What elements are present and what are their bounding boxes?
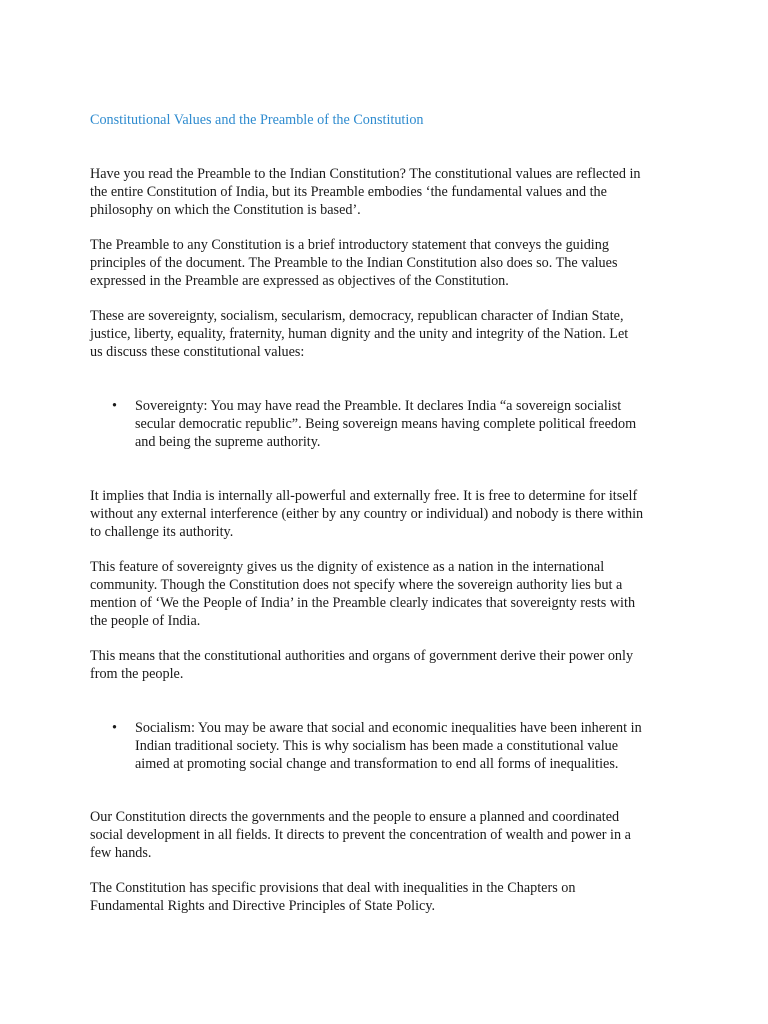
paragraph-line: Have you read the Preamble to the Indian Constitution? The constitutional values are reflected in: [90, 166, 641, 182]
bullet-line: Socialism: You may be aware that social and economic inequalities have been inherent in: [135, 720, 642, 736]
paragraph-specific-provisions: [90, 879, 690, 915]
paragraph-line: community. Though the Constitution does not specify where the sovereign authority lies but a: [90, 577, 623, 593]
bullet-text: [135, 719, 695, 773]
paragraph-line: justice, liberty, equality, fraternity, human dignity and the unity and integrity of the Nation. Let: [90, 326, 629, 342]
paragraph-line: It implies that India is internally all-powerful and externally free. It is free to determine for itself: [90, 488, 638, 504]
paragraph-preamble-definition: [90, 236, 690, 290]
paragraph-line: mention of ‘We the People of India’ in the Preamble clearly indicates that sovereignty rests with: [90, 595, 636, 611]
bullet-line: and being the supreme authority.: [135, 434, 321, 450]
bullet-line: Sovereignty: You may have read the Preamble. It declares India “a sovereign socialist: [135, 398, 622, 414]
paragraph-values-list: [90, 307, 690, 361]
paragraph-line: us discuss these constitutional values:: [90, 344, 305, 360]
paragraph-line: the people of India.: [90, 613, 201, 629]
paragraph-line: These are sovereignty, socialism, secularism, democracy, republican character of Indian State,: [90, 308, 624, 324]
paragraph-sovereignty-meaning: [90, 487, 690, 541]
paragraph-line: This means that the constitutional authorities and organs of government derive their power only: [90, 648, 634, 664]
bullet-marker: •: [112, 398, 117, 414]
paragraph-preamble-intro: [90, 165, 690, 219]
bullet-line: secular democratic republic”. Being sovereign means having complete political freedom: [135, 416, 637, 432]
paragraph-line: from the people.: [90, 666, 184, 682]
bullet-line: Indian traditional society. This is why socialism has been made a constitutional value: [135, 738, 619, 754]
paragraph-line: to challenge its authority.: [90, 524, 234, 540]
paragraph-line: Our Constitution directs the governments and the people to ensure a planned and coordinated: [90, 809, 620, 825]
paragraph-line: social development in all fields. It directs to prevent the concentration of wealth and power in a: [90, 827, 631, 843]
paragraph-power-source: [90, 647, 690, 683]
paragraph-line: This feature of sovereignty gives us the dignity of existence as a nation in the international: [90, 559, 605, 575]
paragraph-line: The Constitution has specific provisions that deal with inequalities in the Chapters on: [90, 880, 576, 896]
paragraph-line: expressed in the Preamble are expressed as objectives of the Constitution.: [90, 273, 509, 289]
paragraph-line: without any external interference (either by any country or individual) and nobody is there within: [90, 506, 644, 522]
paragraph-line: principles of the document. The Preamble to the Indian Constitution also does so. The values: [90, 255, 618, 271]
bullet-text: [135, 397, 695, 451]
paragraph-line: few hands.: [90, 845, 152, 861]
paragraph-sovereignty-dignity: [90, 558, 690, 630]
bullet-marker: •: [112, 720, 117, 736]
paragraph-line: philosophy on which the Constitution is based’.: [90, 202, 361, 218]
document-title: Constitutional Values and the Preamble of the Constitution: [90, 112, 424, 128]
paragraph-line: The Preamble to any Constitution is a brief introductory statement that conveys the guiding: [90, 237, 609, 253]
paragraph-line: the entire Constitution of India, but its Preamble embodies ‘the fundamental values and the: [90, 184, 607, 200]
paragraph-line: Fundamental Rights and Directive Principles of State Policy.: [90, 898, 436, 914]
paragraph-social-development: [90, 808, 690, 862]
bullet-line: aimed at promoting social change and transformation to end all forms of inequalities.: [135, 756, 619, 772]
